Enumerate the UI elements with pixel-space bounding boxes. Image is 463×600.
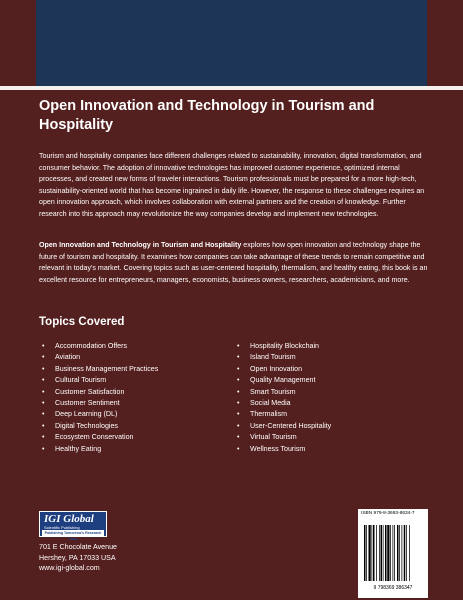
topic-item: • User-Centered Hospitality (237, 421, 331, 432)
topic-item: • Island Tourism (237, 352, 331, 363)
topic-item: • Thermalism (237, 409, 331, 420)
publisher-logo-slogan: Publishing Tomorrow's Research Today (42, 530, 104, 536)
address-line-2: Hershey, PA 17033 USA (39, 553, 116, 562)
topic-item: • Accommodation Offers (42, 341, 158, 352)
topic-item: • Ecosystem Conservation (42, 432, 158, 443)
publisher-logo-tagline: Scientific Publishing (44, 525, 80, 530)
description-book-title: Open Innovation and Technology in Tourism and Hospitality (39, 241, 242, 249)
topic-item: • Business Management Practices (42, 364, 158, 375)
barcode-digits: 9 798369 386347 (373, 585, 413, 591)
topic-item: • Open Innovation (237, 364, 331, 375)
address-line-1: 701 E Chocolate Avenue (39, 543, 117, 551)
barcode-panel (358, 509, 428, 598)
topics-heading: Topics Covered (39, 316, 125, 328)
isbn-number: ISBN 979-8-3693-8634-7 (361, 511, 415, 516)
publisher-address (39, 542, 117, 574)
topic-item: • Cultural Tourism (42, 375, 158, 386)
description-paragraph-1: Tourism and hospitality companies face different challenges related to sustainability, innovation, digital transformation, and consumer behavior. The adoption of innovative technologies has improved customer experience, optimized internal processes, and created new forms of traveler interactions. Tourism professionals must be prepared for a more high-tech, sustainability-oriented world that has become ingrained in daily life. However, the response to these challenges requires an open innovation approach, which involves collaboration with external partners and the creation of knowledge. Further research into this approach may revolutionize the way companies develop and implement new technologies. (39, 152, 425, 218)
topic-item: • Social Media (237, 398, 331, 409)
book-title: Open Innovation and Technology in Tourism and Hospitality (39, 98, 375, 133)
topic-item: • Customer Sentiment (42, 398, 158, 409)
publisher-logo-name: IGI Global (44, 513, 94, 525)
topic-item: • Hospitality Blockchain (237, 341, 331, 352)
topic-item: • Virtual Tourism (237, 432, 331, 443)
topic-item: • Aviation (42, 352, 158, 363)
cover-top-band (0, 0, 463, 86)
publisher-logo (39, 511, 107, 541)
description-paragraph-2-text: explores how open innovation and technology shape the future of tourism and hospitality. It examines how companies can take advantage of these trends to remain competitive and relevant in today's market. Covering topics such as user-centered hospitality, thermalism, and healthy eating, this book is an excellent resource for entrepreneurs, managers, economists, business owners, researchers, academicians, and more. (39, 241, 428, 284)
barcode-icon (364, 525, 424, 581)
topic-item: • Customer Satisfaction (42, 387, 158, 398)
topics-list-left (42, 341, 158, 455)
topic-item: • Digital Technologies (42, 421, 158, 432)
topic-item: • Deep Learning (DL) (42, 409, 158, 420)
topic-item: • Wellness Tourism (237, 444, 331, 455)
topic-item: • Smart Tourism (237, 387, 331, 398)
description-paragraph-2 (39, 240, 429, 286)
back-cover-body (0, 90, 463, 600)
topic-item: • Quality Management (237, 375, 331, 386)
top-color-panel (36, 0, 427, 86)
topic-item: • Healthy Eating (42, 444, 158, 455)
topics-list-right (237, 341, 331, 455)
publisher-website: www.igi-global.com (39, 564, 100, 572)
